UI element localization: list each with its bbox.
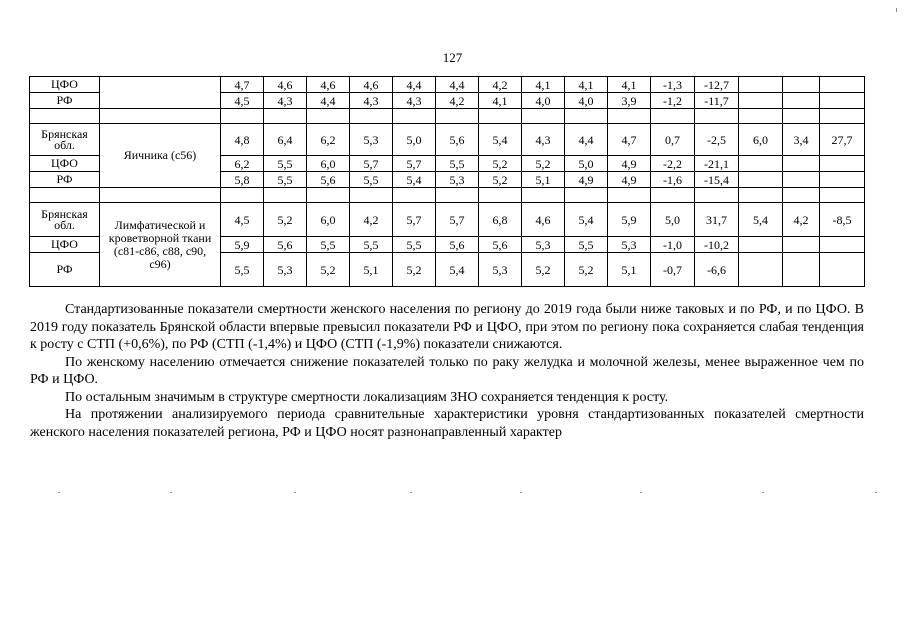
- value-cell: 6,0: [739, 124, 783, 156]
- value-cell: 5,4: [739, 203, 783, 237]
- value-cell: -8,5: [820, 203, 865, 237]
- value-cell: 5,6: [264, 237, 307, 253]
- value-cell: 4,8: [221, 124, 264, 156]
- page-number: 127: [442, 50, 463, 65]
- value-cell: [820, 93, 865, 109]
- value-cell: 5,6: [436, 124, 479, 156]
- value-cell: [783, 253, 820, 287]
- value-cell: 5,6: [307, 172, 350, 188]
- value-cell: [739, 172, 783, 188]
- scan-dot: [58, 492, 60, 493]
- empty-cell: [522, 109, 565, 124]
- value-cell: 4,2: [350, 203, 393, 237]
- empty-cell: [783, 109, 820, 124]
- scan-dot: [640, 492, 642, 493]
- value-cell: [739, 237, 783, 253]
- value-cell: [820, 77, 865, 93]
- empty-cell: [820, 188, 865, 203]
- value-cell: 4,4: [307, 93, 350, 109]
- value-cell: 4,5: [221, 203, 264, 237]
- value-cell: 4,1: [565, 77, 608, 93]
- value-cell: 5,0: [393, 124, 436, 156]
- scan-dot: [294, 492, 296, 493]
- region-cell: РФ: [30, 93, 100, 109]
- value-cell: 4,6: [307, 77, 350, 93]
- empty-cell: [100, 109, 221, 124]
- value-cell: 4,1: [522, 77, 565, 93]
- value-cell: 5,1: [608, 253, 651, 287]
- empty-cell: [695, 109, 739, 124]
- value-cell: 4,3: [350, 93, 393, 109]
- value-cell: -12,7: [695, 77, 739, 93]
- value-cell: 6,0: [307, 156, 350, 172]
- paragraph: По женскому населению отмечается снижение показателей только по раку желудка и молочной железы, менее выраженное чем по РФ и ЦФО.: [30, 354, 864, 387]
- table-row: [30, 77, 865, 93]
- empty-cell: [651, 188, 695, 203]
- table-body: [30, 77, 865, 287]
- localization-cell: [100, 77, 221, 109]
- value-cell: 5,2: [264, 203, 307, 237]
- empty-cell: [479, 109, 522, 124]
- empty-cell: [479, 188, 522, 203]
- value-cell: -0,7: [651, 253, 695, 287]
- table-row: [30, 203, 865, 237]
- localization-cell: Яичника (с56): [100, 124, 221, 188]
- value-cell: 5,5: [350, 172, 393, 188]
- value-cell: 5,7: [393, 203, 436, 237]
- empty-cell: [608, 188, 651, 203]
- value-cell: 5,3: [436, 172, 479, 188]
- separator-row: [30, 109, 865, 124]
- value-cell: 4,2: [479, 77, 522, 93]
- value-cell: 0,7: [651, 124, 695, 156]
- value-cell: 5,3: [264, 253, 307, 287]
- value-cell: 3,9: [608, 93, 651, 109]
- value-cell: -10,2: [695, 237, 739, 253]
- value-cell: 5,4: [393, 172, 436, 188]
- empty-cell: [783, 188, 820, 203]
- value-cell: 5,1: [350, 253, 393, 287]
- scan-dot: [875, 492, 877, 493]
- value-cell: 5,2: [393, 253, 436, 287]
- empty-cell: [565, 109, 608, 124]
- paragraph: Стандартизованные показатели смертности женского населения по региону до 2019 года были ниже таковых и по РФ, и по ЦФО. В 2019 году показатель Брянской области впервые превысил показатели РФ и ЦФО, при этом по региону пока сохраняется слабая тенденция к росту с СТП (+0,6%), по РФ (СТП (-1,4%) и ЦФО (СТП (-1,9%) показатели снижаются.: [30, 302, 864, 352]
- value-cell: 5,5: [264, 172, 307, 188]
- value-cell: 4,0: [522, 93, 565, 109]
- value-cell: 5,7: [350, 156, 393, 172]
- value-cell: 5,5: [350, 237, 393, 253]
- value-cell: -1,3: [651, 77, 695, 93]
- value-cell: [739, 93, 783, 109]
- value-cell: [783, 93, 820, 109]
- empty-cell: [695, 188, 739, 203]
- empty-cell: [307, 109, 350, 124]
- value-cell: -11,7: [695, 93, 739, 109]
- value-cell: 6,0: [307, 203, 350, 237]
- value-cell: -1,6: [651, 172, 695, 188]
- value-cell: 5,3: [479, 253, 522, 287]
- empty-cell: [393, 188, 436, 203]
- value-cell: 5,1: [522, 172, 565, 188]
- value-cell: [739, 156, 783, 172]
- value-cell: 5,2: [479, 172, 522, 188]
- value-cell: 5,6: [436, 237, 479, 253]
- mortality-table: [29, 76, 865, 287]
- value-cell: 4,1: [608, 77, 651, 93]
- value-cell: 5,5: [264, 156, 307, 172]
- value-cell: 5,5: [221, 253, 264, 287]
- empty-cell: [393, 109, 436, 124]
- value-cell: 4,6: [522, 203, 565, 237]
- value-cell: 31,7: [695, 203, 739, 237]
- scan-dot: [410, 492, 412, 493]
- value-cell: 5,2: [565, 253, 608, 287]
- value-cell: 5,7: [436, 203, 479, 237]
- empty-cell: [436, 109, 479, 124]
- scan-dot: [762, 492, 764, 493]
- paragraph: На протяжении анализируемого периода сравнительные характеристики уровня стандартизованных показателей смертности женского населения показателей региона, РФ и ЦФО носят разнонаправленный характер: [30, 407, 864, 440]
- value-cell: 5,3: [350, 124, 393, 156]
- value-cell: -1,0: [651, 237, 695, 253]
- value-cell: 5,5: [307, 237, 350, 253]
- value-cell: 5,5: [565, 237, 608, 253]
- empty-cell: [820, 109, 865, 124]
- value-cell: -15,4: [695, 172, 739, 188]
- value-cell: 4,6: [264, 77, 307, 93]
- value-cell: 5,2: [479, 156, 522, 172]
- value-cell: 5,3: [522, 237, 565, 253]
- value-cell: 5,5: [393, 237, 436, 253]
- value-cell: 5,2: [522, 156, 565, 172]
- value-cell: [783, 237, 820, 253]
- value-cell: [783, 156, 820, 172]
- value-cell: -2,5: [695, 124, 739, 156]
- value-cell: -2,2: [651, 156, 695, 172]
- value-cell: 4,1: [479, 93, 522, 109]
- value-cell: [783, 172, 820, 188]
- region-cell: ЦФО: [30, 237, 100, 253]
- value-cell: 5,3: [608, 237, 651, 253]
- empty-cell: [30, 188, 100, 203]
- value-cell: [783, 77, 820, 93]
- value-cell: 5,0: [651, 203, 695, 237]
- region-cell: Брянская обл.: [30, 124, 100, 156]
- empty-cell: [221, 109, 264, 124]
- value-cell: 4,5: [221, 93, 264, 109]
- empty-cell: [739, 109, 783, 124]
- value-cell: 4,2: [783, 203, 820, 237]
- value-cell: 6,2: [221, 156, 264, 172]
- value-cell: 5,9: [221, 237, 264, 253]
- value-cell: 3,4: [783, 124, 820, 156]
- separator-row: [30, 188, 865, 203]
- value-cell: 5,6: [479, 237, 522, 253]
- value-cell: 4,7: [221, 77, 264, 93]
- empty-cell: [307, 188, 350, 203]
- empty-cell: [264, 188, 307, 203]
- value-cell: 4,3: [522, 124, 565, 156]
- value-cell: 4,4: [436, 77, 479, 93]
- value-cell: 4,9: [608, 156, 651, 172]
- value-cell: [820, 253, 865, 287]
- scan-dots: [0, 492, 905, 496]
- value-cell: [820, 156, 865, 172]
- value-cell: 6,4: [264, 124, 307, 156]
- region-cell: РФ: [30, 253, 100, 287]
- value-cell: -21,1: [695, 156, 739, 172]
- value-cell: 5,2: [522, 253, 565, 287]
- value-cell: 5,4: [479, 124, 522, 156]
- scan-mark: [896, 8, 897, 12]
- value-cell: 4,4: [393, 77, 436, 93]
- value-cell: 6,8: [479, 203, 522, 237]
- value-cell: 5,0: [565, 156, 608, 172]
- region-cell: РФ: [30, 172, 100, 188]
- value-cell: 4,9: [608, 172, 651, 188]
- empty-cell: [100, 188, 221, 203]
- empty-cell: [739, 188, 783, 203]
- value-cell: [820, 172, 865, 188]
- empty-cell: [350, 188, 393, 203]
- value-cell: 27,7: [820, 124, 865, 156]
- value-cell: 6,2: [307, 124, 350, 156]
- value-cell: 5,7: [393, 156, 436, 172]
- region-cell: ЦФО: [30, 156, 100, 172]
- value-cell: 5,8: [221, 172, 264, 188]
- paragraph: По остальным значимым в структуре смертности локализациям ЗНО сохраняется тенденция к росту.: [65, 389, 669, 405]
- value-cell: 5,4: [436, 253, 479, 287]
- empty-cell: [221, 188, 264, 203]
- scan-dot: [170, 492, 172, 493]
- empty-cell: [565, 188, 608, 203]
- empty-cell: [651, 109, 695, 124]
- value-cell: 5,5: [436, 156, 479, 172]
- value-cell: -1,2: [651, 93, 695, 109]
- value-cell: [739, 253, 783, 287]
- value-cell: 5,9: [608, 203, 651, 237]
- value-cell: 4,2: [436, 93, 479, 109]
- value-cell: 4,9: [565, 172, 608, 188]
- value-cell: 4,0: [565, 93, 608, 109]
- value-cell: -6,6: [695, 253, 739, 287]
- value-cell: 5,2: [307, 253, 350, 287]
- value-cell: 4,3: [393, 93, 436, 109]
- region-cell: Брянская обл.: [30, 203, 100, 237]
- value-cell: 4,4: [565, 124, 608, 156]
- empty-cell: [30, 109, 100, 124]
- region-cell: ЦФО: [30, 77, 100, 93]
- text-block: [30, 301, 864, 441]
- value-cell: 5,4: [565, 203, 608, 237]
- empty-cell: [436, 188, 479, 203]
- empty-cell: [264, 109, 307, 124]
- empty-cell: [522, 188, 565, 203]
- value-cell: 4,3: [264, 93, 307, 109]
- scan-dot: [520, 492, 522, 493]
- localization-cell: Лимфатической и кроветворной ткани (с81-с86, с88, с90, с96): [100, 203, 221, 287]
- value-cell: [739, 77, 783, 93]
- empty-cell: [608, 109, 651, 124]
- value-cell: 4,6: [350, 77, 393, 93]
- value-cell: [820, 237, 865, 253]
- empty-cell: [350, 109, 393, 124]
- table-row: [30, 124, 865, 156]
- value-cell: 4,7: [608, 124, 651, 156]
